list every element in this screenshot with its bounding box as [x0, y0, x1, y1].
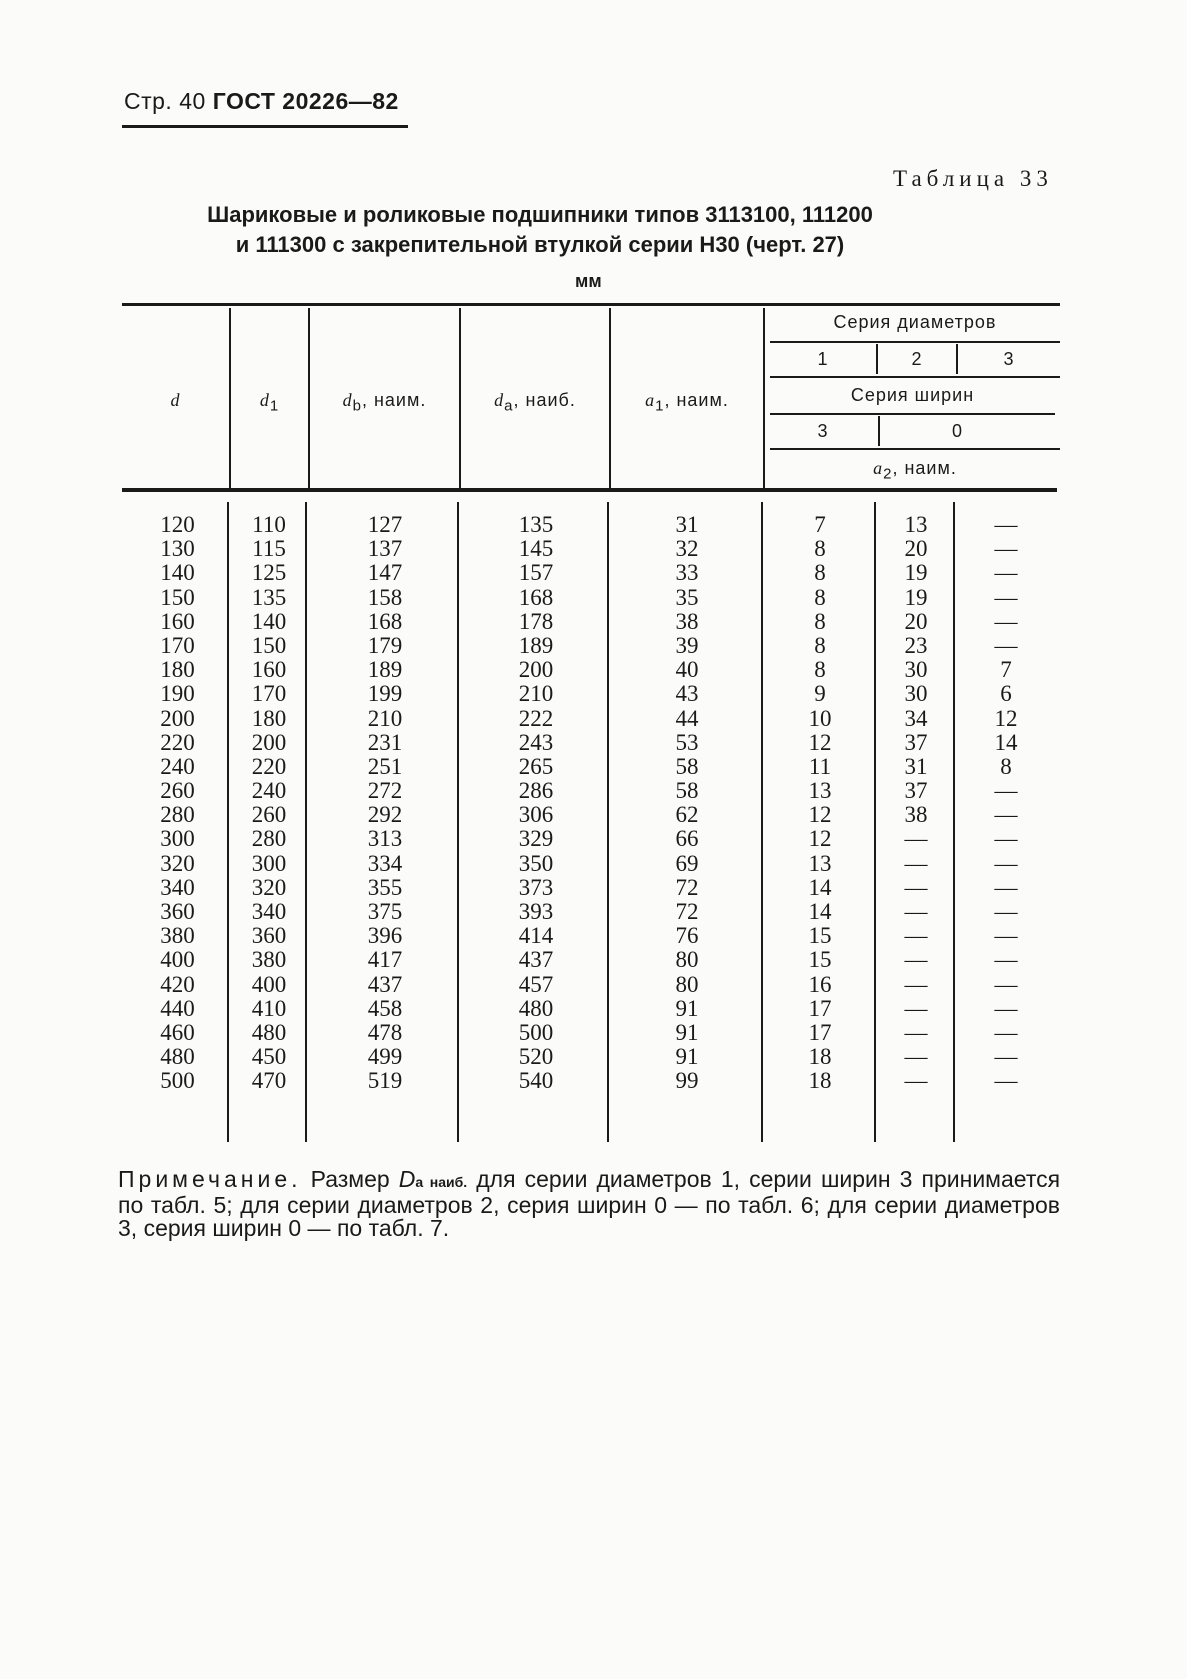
- header-d1: [231, 390, 308, 415]
- table-cell: 200: [160, 705, 195, 731]
- table-cell: 32: [675, 536, 699, 562]
- header-da-suffix: , наиб.: [513, 390, 576, 410]
- table-cell: 373: [518, 874, 554, 900]
- table-cell: 265: [518, 753, 554, 779]
- header-da-symbol: d: [494, 390, 505, 410]
- header-db-suffix: , наим.: [361, 390, 427, 410]
- header-a1: [611, 390, 763, 415]
- table-cell: 38: [675, 608, 699, 634]
- table-cell: 72: [675, 899, 699, 924]
- table-cell: 499: [367, 1044, 403, 1070]
- table-cell: 396: [367, 923, 403, 949]
- table-cell: 31: [675, 512, 699, 537]
- table-cell: 220: [251, 753, 287, 779]
- header-da-sub: a: [504, 397, 514, 415]
- header-db: [310, 390, 459, 415]
- table-cell: —: [904, 923, 928, 949]
- table-cell: 9: [814, 681, 826, 707]
- header-diameter-series-3: 3: [1003, 349, 1015, 369]
- table-cell: 137: [367, 536, 403, 562]
- column-a1: [611, 513, 763, 1094]
- table-cell: 16: [808, 971, 832, 997]
- table-cell: 91: [675, 1019, 699, 1045]
- table-cell: 540: [518, 1068, 554, 1094]
- table-cell: 80: [675, 947, 699, 973]
- table-cell: 15: [808, 947, 832, 973]
- table-cell: 220: [160, 729, 195, 755]
- table-cell: 420: [160, 971, 195, 997]
- table-cell: 30: [904, 657, 928, 683]
- table-cell: 190: [160, 681, 195, 707]
- table-cell: 180: [160, 657, 195, 683]
- table-cell: 150: [160, 584, 195, 610]
- table-cell: 35: [675, 584, 699, 610]
- table-cell: 43: [675, 681, 699, 707]
- header-width-series-0: 0: [951, 421, 963, 441]
- table-cell: 160: [160, 608, 195, 634]
- table-cell: 350: [518, 850, 554, 876]
- header-a2-sub: 2: [883, 465, 893, 483]
- table-cell: —: [994, 971, 1018, 997]
- table-cell: 157: [518, 560, 554, 586]
- diameter-series-rule: [770, 341, 1060, 343]
- table-cell: 18: [808, 1068, 832, 1094]
- table-cell: 135: [518, 512, 554, 537]
- header-diameter-series-2: 2: [911, 349, 923, 369]
- table-cell: 14: [994, 729, 1018, 755]
- table-cell: —: [994, 802, 1018, 828]
- table-cell: 355: [367, 874, 403, 900]
- table-cell: —: [904, 1044, 928, 1070]
- table-cell: 7: [814, 512, 826, 537]
- note-text-2: для серии диаметров 1, серии ширин 3 принимается по табл. 5; для серии диаметров 2, серия ширин 0 — по табл. 6; для серии диаметров 3, серия ширин 0 — по табл. 7.: [118, 1166, 1061, 1241]
- column-a2-series-3: [958, 513, 1054, 1094]
- table-cell: 300: [251, 850, 287, 876]
- table-cell: —: [994, 632, 1018, 658]
- table-cell: 147: [367, 560, 403, 586]
- table-cell: 292: [367, 802, 403, 828]
- table-cell: —: [904, 1019, 928, 1045]
- table-cell: 158: [367, 584, 403, 610]
- table-cell: 8: [814, 657, 826, 683]
- table-cell: 8: [814, 584, 826, 610]
- header-a2-symbol: a: [873, 458, 884, 478]
- table-cell: 170: [251, 681, 287, 707]
- table-cell: —: [904, 947, 928, 973]
- table-cell: 500: [160, 1068, 195, 1094]
- table-cell: 120: [160, 512, 195, 537]
- table-cell: 140: [251, 608, 287, 634]
- table-cell: 8: [814, 608, 826, 634]
- table-label: Таблица 33: [893, 166, 1053, 191]
- table-cell: 500: [518, 1019, 554, 1045]
- header-width-series: Серия ширин: [850, 385, 975, 405]
- table-cell: —: [994, 995, 1018, 1021]
- table-cell: 72: [675, 874, 699, 900]
- header-a1-suffix: , наим.: [664, 390, 729, 410]
- table-cell: 231: [367, 729, 403, 755]
- table-cell: 30: [904, 681, 928, 707]
- column-d1: [231, 513, 307, 1094]
- table-cell: —: [994, 560, 1018, 586]
- table-cell: 189: [518, 632, 554, 658]
- table-cell: 20: [904, 536, 928, 562]
- table-cell: 62: [675, 802, 699, 828]
- table-cell: —: [994, 899, 1018, 924]
- table-cell: 91: [675, 1044, 699, 1070]
- table-cell: —: [994, 874, 1018, 900]
- table-cell: 306: [518, 802, 554, 828]
- table-cell: 410: [251, 995, 287, 1021]
- table-cell: 19: [904, 584, 928, 610]
- header-bottom-rule: [122, 488, 1057, 492]
- table-cell: 145: [518, 536, 554, 562]
- table-cell: 460: [160, 1019, 195, 1045]
- table-cell: 17: [808, 1019, 832, 1045]
- table-cell: 130: [160, 536, 195, 562]
- table-cell: —: [904, 826, 928, 852]
- table-cell: 240: [160, 753, 195, 779]
- table-cell: 13: [904, 512, 928, 537]
- table-cell: 329: [518, 826, 554, 852]
- table-cell: 8: [1000, 753, 1012, 779]
- column-a2-series-1: [765, 513, 875, 1094]
- table-cell: 168: [367, 608, 403, 634]
- header-a2: [770, 458, 1060, 483]
- table-cell: —: [904, 995, 928, 1021]
- header-diameter-series: Серия диаметров: [833, 312, 997, 332]
- table-cell: 69: [675, 850, 699, 876]
- header-width-series-3: 3: [817, 421, 829, 441]
- header-db-sub: b: [352, 397, 362, 415]
- table-cell: 6: [1000, 681, 1012, 707]
- table-cell: 480: [251, 1019, 287, 1045]
- table-cell: 393: [518, 899, 554, 924]
- table-cell: —: [904, 1068, 928, 1094]
- table-cell: —: [994, 1044, 1018, 1070]
- table-cell: 66: [675, 826, 699, 852]
- page-header: [124, 88, 399, 115]
- table-cell: 115: [252, 536, 286, 562]
- table-cell: 8: [814, 560, 826, 586]
- note-symbol-sub: a наиб.: [415, 1174, 468, 1190]
- header-d1-sub: 1: [269, 397, 280, 415]
- table-cell: 210: [367, 705, 403, 731]
- table-cell: —: [994, 1068, 1018, 1094]
- caption-line-1: Шариковые и роликовые подшипники типов 3113100, 111200: [207, 202, 873, 227]
- table-cell: 458: [367, 995, 403, 1021]
- table-cell: 58: [675, 753, 699, 779]
- column-db: [310, 513, 460, 1094]
- header-a2-suffix: , наим.: [892, 458, 957, 478]
- note-label: Примечание.: [118, 1166, 302, 1192]
- table-cell: 380: [160, 923, 195, 949]
- table-cell: 480: [160, 1044, 195, 1070]
- table-cell: 478: [367, 1019, 403, 1045]
- note-text-1: Размер: [310, 1166, 390, 1192]
- table-cell: 320: [160, 850, 195, 876]
- standard-number: ГОСТ 20226—82: [212, 88, 399, 114]
- table-cell: 10: [808, 705, 832, 731]
- table-cell: 38: [904, 802, 928, 828]
- table-cell: 23: [904, 632, 928, 658]
- table-cell: —: [994, 947, 1018, 973]
- column-a2-series-2: [878, 513, 954, 1094]
- table-cell: 37: [904, 778, 928, 804]
- header-rule: [122, 125, 408, 128]
- table-cell: 170: [160, 632, 195, 658]
- table-cell: 44: [675, 705, 699, 731]
- header-a1-symbol: a: [645, 390, 656, 410]
- table-cell: 334: [367, 850, 403, 876]
- table-cell: 200: [251, 729, 287, 755]
- table-cell: 40: [675, 657, 699, 683]
- table-cell: 178: [518, 608, 554, 634]
- table-cell: 14: [808, 899, 832, 924]
- table-top-rule: [122, 303, 1060, 306]
- table-cell: —: [994, 536, 1018, 562]
- table-cell: 280: [251, 826, 287, 852]
- table-cell: 440: [160, 995, 195, 1021]
- table-cell: 19: [904, 560, 928, 586]
- table-cell: 450: [251, 1044, 287, 1070]
- table-cell: 179: [367, 632, 403, 658]
- table-cell: 300: [160, 826, 195, 852]
- table-cell: 12: [994, 705, 1018, 731]
- table-cell: 39: [675, 632, 699, 658]
- table-cell: —: [994, 1019, 1018, 1045]
- table-cell: 12: [808, 826, 832, 852]
- table-cell: 400: [251, 971, 287, 997]
- table-cell: 91: [675, 995, 699, 1021]
- table-cell: 34: [904, 705, 928, 731]
- column-da: [461, 513, 611, 1094]
- table-cell: 340: [251, 899, 287, 924]
- table-cell: 260: [160, 778, 195, 804]
- table-cell: 12: [808, 802, 832, 828]
- table-cell: 31: [904, 753, 928, 779]
- table-cell: 168: [518, 584, 554, 610]
- table-cell: 222: [518, 705, 554, 731]
- table-cell: 127: [367, 512, 403, 537]
- table-cell: —: [994, 850, 1018, 876]
- table-cell: 125: [251, 560, 287, 586]
- header-da: [461, 390, 609, 415]
- table-cell: 437: [367, 971, 403, 997]
- table-cell: 272: [367, 778, 403, 804]
- table-cell: 11: [808, 753, 832, 779]
- table-cell: 12: [808, 729, 832, 755]
- table-cell: —: [994, 826, 1018, 852]
- table-cell: —: [904, 899, 928, 924]
- table-cell: 140: [160, 560, 195, 586]
- header-d: [122, 390, 229, 411]
- table-cell: 457: [518, 971, 554, 997]
- table-cell: 240: [251, 778, 287, 804]
- column-d: [140, 513, 215, 1094]
- table-cell: 519: [367, 1068, 403, 1094]
- width-numbers-rule: [770, 448, 1060, 450]
- table-cell: 340: [160, 874, 195, 900]
- table-cell: 58: [675, 778, 699, 804]
- note-symbol: D: [398, 1166, 416, 1192]
- table-cell: 8: [814, 632, 826, 658]
- table-cell: 110: [252, 512, 286, 537]
- body-divider-1: [227, 502, 229, 1142]
- table-cell: 189: [367, 657, 403, 683]
- diameter-numbers-rule: [770, 376, 1060, 378]
- table-cell: —: [994, 608, 1018, 634]
- table-cell: 360: [160, 899, 195, 924]
- table-cell: 80: [675, 971, 699, 997]
- table-cell: 99: [675, 1068, 699, 1094]
- table-cell: —: [994, 778, 1018, 804]
- table-cell: 210: [518, 681, 554, 707]
- table-cell: 414: [518, 923, 554, 949]
- table-cell: 199: [367, 681, 403, 707]
- table-caption: [170, 200, 910, 260]
- table-cell: 480: [518, 995, 554, 1021]
- table-note: [118, 1168, 1060, 1240]
- table-cell: 375: [367, 899, 403, 924]
- table-cell: 313: [367, 826, 403, 852]
- table-cell: 76: [675, 923, 699, 949]
- page-number: Стр. 40: [124, 88, 206, 114]
- table-cell: 150: [251, 632, 287, 658]
- header-d1-symbol: d: [259, 390, 270, 410]
- table-cell: 180: [251, 705, 287, 731]
- table-cell: 33: [675, 560, 699, 586]
- table-cell: 470: [251, 1068, 287, 1094]
- header-diameter-series-1: 1: [817, 349, 829, 369]
- table-cell: 243: [518, 729, 554, 755]
- table-cell: 417: [367, 947, 403, 973]
- table-cell: 160: [251, 657, 287, 683]
- table-cell: 251: [367, 753, 403, 779]
- table-cell: 7: [1000, 657, 1012, 683]
- table-cell: —: [904, 850, 928, 876]
- header-db-symbol: d: [342, 390, 353, 410]
- table-cell: —: [994, 584, 1018, 610]
- table-cell: —: [904, 971, 928, 997]
- width-series-rule: [770, 413, 1055, 415]
- table-cell: 13: [808, 850, 832, 876]
- table-cell: 53: [675, 729, 699, 755]
- header-a1-sub: 1: [655, 397, 665, 415]
- table-cell: 37: [904, 729, 928, 755]
- table-cell: 18: [808, 1044, 832, 1070]
- col-divider-5: [763, 308, 765, 488]
- table-cell: 320: [251, 874, 287, 900]
- table-cell: 280: [160, 802, 195, 828]
- table-cell: 17: [808, 995, 832, 1021]
- table-cell: 437: [518, 947, 554, 973]
- table-cell: 520: [518, 1044, 554, 1070]
- table-cell: 400: [160, 947, 195, 973]
- table-cell: 260: [251, 802, 287, 828]
- table-cell: 286: [518, 778, 554, 804]
- table-cell: —: [994, 923, 1018, 949]
- table-cell: 14: [808, 874, 832, 900]
- caption-line-2: и 111300 с закрепительной втулкой серии Н30 (черт. 27): [235, 232, 845, 257]
- units-label: мм: [575, 271, 602, 291]
- table-cell: 200: [518, 657, 554, 683]
- table-cell: —: [994, 512, 1018, 537]
- table-cell: 8: [814, 536, 826, 562]
- table-cell: 13: [808, 778, 832, 804]
- table-cell: 135: [251, 584, 287, 610]
- table-cell: —: [904, 874, 928, 900]
- table-cell: 360: [251, 923, 287, 949]
- table-cell: 15: [808, 923, 832, 949]
- table-cell: 20: [904, 608, 928, 634]
- table-cell: 380: [251, 947, 287, 973]
- header-d-symbol: d: [170, 390, 181, 410]
